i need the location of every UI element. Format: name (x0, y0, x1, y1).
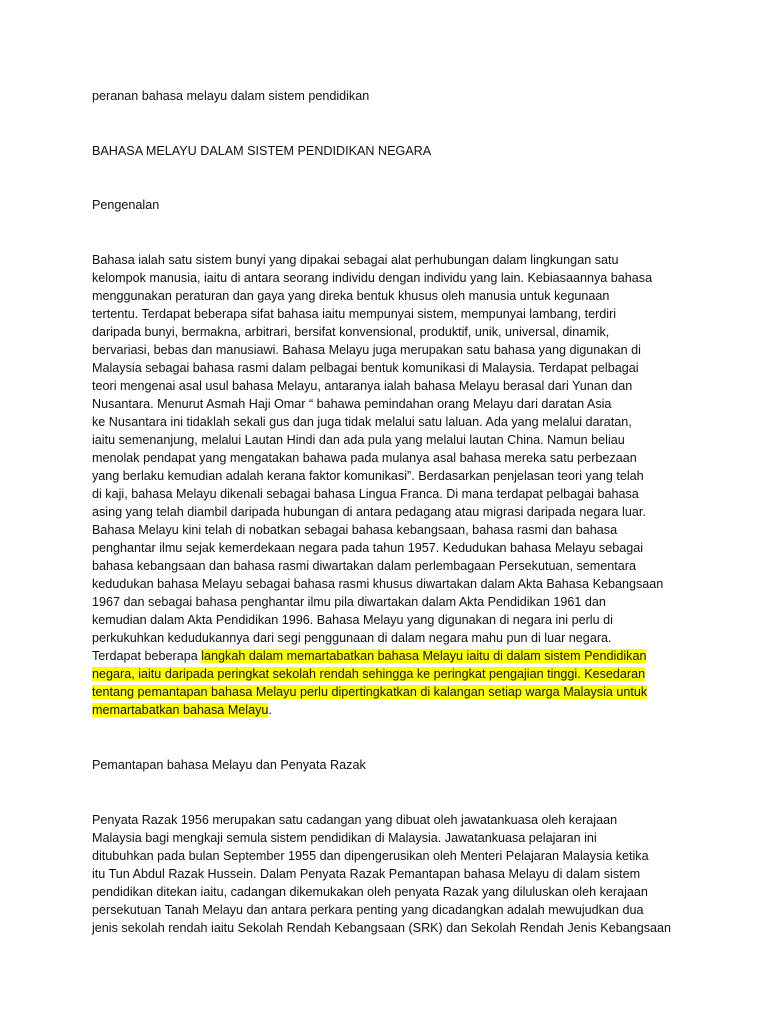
document-heading: BAHASA MELAYU DALAM SISTEM PENDIDIKAN NEGARA (92, 144, 432, 158)
paragraph-line: 1967 dan sebagai bahasa penghantar ilmu pila diwartakan dalam Akta Pendidikan 1961 dan (92, 595, 606, 609)
paragraph-line: Malaysia sebagai bahasa rasmi dalam pelbagai bentuk komunikasi di Malaysia. Terdapat pelbagai (92, 361, 639, 375)
plain-text: Terdapat beberapa (92, 649, 202, 663)
paragraph-line: pendidikan ditekan iaitu, cadangan dikemukakan oleh penyata Razak yang diluluskan oleh kerajaan (92, 885, 648, 899)
paragraph-line: ke Nusantara ini tidaklah sekali gus dan juga tidak melalui satu laluan. Ada yang melalui daratan, (92, 415, 632, 429)
paragraph-line: ditubuhkan pada bulan September 1955 dan dipengerusikan oleh Menteri Pelajaran Malaysia ketika (92, 849, 649, 863)
paragraph-line: Bahasa ialah satu sistem bunyi yang dipakai sebagai alat perhubungan dalam lingkungan satu (92, 253, 619, 267)
highlighted-text: tentang pemantapan bahasa Melayu perlu dipertingkatkan di kalangan setiap warga Malaysia untuk (92, 685, 648, 699)
paragraph-line: itu Tun Abdul Razak Hussein. Dalam Penyata Razak Pemantapan bahasa Melayu di dalam sistem (92, 867, 641, 881)
paragraph-line: bervariasi, bebas dan manusiawi. Bahasa Melayu juga merupakan satu bahasa yang digunakan di (92, 343, 641, 357)
paragraph-line-highlight-end (92, 701, 272, 719)
paragraph-line: Nusantara. Menurut Asmah Haji Omar “ bahawa pemindahan orang Melayu dari daratan Asia (92, 397, 612, 411)
highlighted-text: memartabatkan bahasa Melayu (92, 703, 269, 717)
paragraph-line: menolak pendapat yang mengatakan bahawa pada mulanya asal bahasa mereka satu perbezaan (92, 451, 637, 465)
paragraph-line: Penyata Razak 1956 merupakan satu cadangan yang dibuat oleh jawatankuasa oleh kerajaan (92, 813, 618, 827)
paragraph-line: menggunakan peraturan dan gaya yang direka bentuk khusus oleh manusia untuk kegunaan (92, 289, 610, 303)
paragraph-line: Bahasa Melayu kini telah di nobatkan sebagai bahasa kebangsaan, bahasa rasmi dan bahasa (92, 523, 618, 537)
paragraph-line: kedudukan bahasa Melayu sebagai bahasa rasmi khusus diwartakan dalam Akta Bahasa Kebangsaan (92, 577, 664, 591)
paragraph-line: tertentu. Terdapat beberapa sifat bahasa iaitu mempunyai sistem, mempunyai lambang, terdiri (92, 307, 617, 321)
paragraph-line: yang berlaku kemudian adalah kerana faktor komunikasi”. Berdasarkan penjelasan teori yang telah (92, 469, 644, 483)
highlighted-text: negara, iaitu daripada peringkat sekolah rendah sehingga ke peringkat pengajian tinggi. Kesedaran (92, 667, 646, 681)
paragraph-line: teori mengenai asal usul bahasa Melayu, antaranya ialah bahasa Melayu berasal dari Yunan dan (92, 379, 633, 393)
paragraph-line: daripada bunyi, bermakna, arbitrari, bersifat konvensional, produktif, unik, universal, dinamik, (92, 325, 610, 339)
paragraph-line-highlight-start (92, 647, 646, 665)
paragraph-line: asing yang telah diambil daripada hubungan di antara pedagang atau migrasi daripada negara luar. (92, 505, 646, 519)
paragraph-line: Malaysia bagi mengkaji semula sistem pendidikan di Malaysia. Jawatankuasa pelajaran ini (92, 831, 597, 845)
paragraph-line-highlighted (92, 683, 647, 701)
paragraph-line: jenis sekolah rendah iaitu Sekolah Rendah Kebangsaan (SRK) dan Sekolah Rendah Jenis Kebangsaan (92, 921, 672, 935)
paragraph-line: kelompok manusia, iaitu di antara seorang individu dengan individu yang lain. Kebiasaannya bahasa (92, 271, 653, 285)
paragraph-line: persekutuan Tanah Melayu dan antara perkara penting yang dicadangkan adalah mewujudkan dua (92, 903, 644, 917)
document-title: peranan bahasa melayu dalam sistem pendidikan (92, 89, 370, 103)
paragraph-line: penghantar ilmu sejak kemerdekaan negara pada tahun 1957. Kedudukan bahasa Melayu sebagai (92, 541, 644, 555)
paragraph-line: di kaji, bahasa Melayu dikenali sebagai bahasa Lingua Franca. Di mana terdapat pelbagai bahasa (92, 487, 639, 501)
section-title-penyata-razak: Pemantapan bahasa Melayu dan Penyata Razak (92, 758, 366, 772)
section-title-pengenalan: Pengenalan (92, 198, 160, 212)
paragraph-line: perkukuhkan kedudukannya dari segi penggunaan di dalam negara mahu pun di luar negara. (92, 631, 612, 645)
paragraph-line: kemudian dalam Akta Pendidikan 1996. Bahasa Melayu yang digunakan di negara ini perlu di (92, 613, 613, 627)
plain-text: . (268, 703, 272, 717)
paragraph-line-highlighted (92, 665, 645, 683)
highlighted-text: langkah dalam memartabatkan bahasa Melayu iaitu di dalam sistem Pendidikan (201, 649, 647, 663)
paragraph-line: iaitu semenanjung, melalui Lautan Hindi dan ada pula yang melalui lautan China. Namun beliau (92, 433, 625, 447)
paragraph-line: bahasa kebangsaan dan bahasa rasmi diwartakan dalam perlembagaan Persekutuan, sementara (92, 559, 636, 573)
